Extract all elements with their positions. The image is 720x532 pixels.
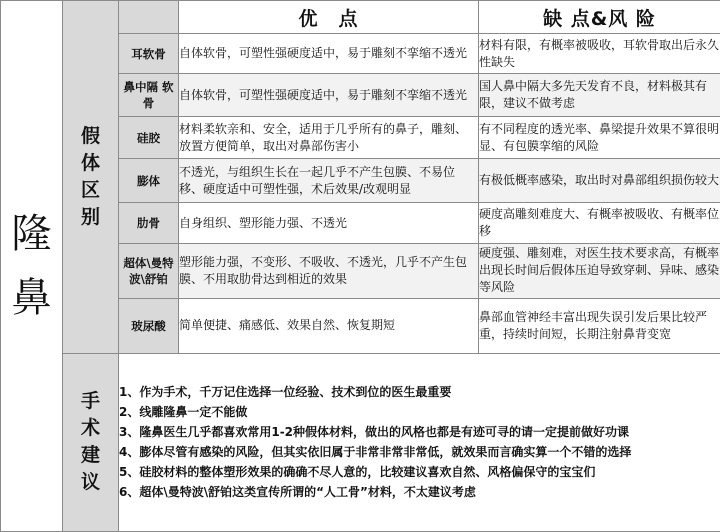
- category-label-cell: [63, 1, 119, 354]
- material-pros: 材料柔软亲和、安全，适用于几乎所有的鼻子，雕刻、放置方便简单，取出对鼻部伤害小: [179, 117, 479, 159]
- material-cons: 硬度强、雕刻难，对医生技术要求高，有概率出现长时间后假体压迫导致穿刺、异味、感染等风险: [479, 244, 720, 298]
- material-pros: 塑形能力强，不变形、不吸收、不透光，几乎不产生包膜、不用取肋骨达到相近的效果: [179, 244, 479, 298]
- main-title-char: 鼻: [11, 275, 52, 321]
- material-pros: 不透光，与组织生长在一起几乎不产生包膜、不易位移、硬度适中可塑性强，术后效果/改观明显: [179, 159, 479, 203]
- material-name: 耳软骨: [119, 34, 179, 74]
- material-name: 超体\曼特波\舒铂: [119, 244, 179, 298]
- advice-item: 5、硅胶材料的整体塑形效果的确确不尽人意的，比较建议喜欢自然、风格偏保守的宝宝们: [119, 465, 596, 480]
- main-title-cell: [1, 1, 63, 532]
- material-cons: 硬度高雕刻难度大、有概率被吸收、有概率位移: [479, 203, 720, 244]
- material-pros: 自体软骨，可塑性强硬度适中，易于雕刻不挛缩不透光: [179, 34, 479, 74]
- advice-item: 6、超体\曼特波\舒铂这类宣传所谓的“人工骨”材料，不太建议考虑: [119, 485, 476, 500]
- category-char: 假: [80, 124, 100, 147]
- material-cons: 国人鼻中隔大多先天发育不良，材料极其有限，建议不做考虑: [479, 74, 720, 117]
- category-char: 区: [80, 178, 100, 201]
- cons-header: 缺 点&风 险: [479, 1, 720, 34]
- advice-label-char: 术: [80, 417, 100, 440]
- material-cons: 鼻部血管神经丰富出现失误引发后果比较严重，持续时间短，长期注射鼻背变宽: [479, 298, 720, 353]
- material-name: 硅胶: [119, 117, 179, 159]
- main-title-char: 隆: [11, 211, 52, 257]
- material-name: 鼻中隔 软骨: [119, 74, 179, 117]
- advice-item: 2、线雕隆鼻一定不能做: [119, 405, 248, 420]
- advice-list: [119, 353, 720, 531]
- advice-item: 4、膨体尽管有感染的风险，但其实依旧属于非常非常非常低，就效果而言确实算一个不错的选择: [119, 445, 632, 460]
- material-name: 膨体: [119, 159, 179, 203]
- advice-label-char: 议: [80, 471, 100, 494]
- material-name: 肋骨: [119, 203, 179, 244]
- pros-header: 优 点: [179, 1, 479, 34]
- material-pros: 自身组织、塑形能力强、不透光: [179, 203, 479, 244]
- advice-label-char: 手: [80, 390, 100, 413]
- advice-item: 1、作为手术，千万记住选择一位经验、技术到位的医生最重要: [119, 385, 452, 400]
- material-cons: 有极低概率感染，取出时对鼻部组织损伤较大: [479, 159, 720, 203]
- advice-item: 3、隆鼻医生几乎都喜欢常用1-2种假体材料，做出的风格也都是有迹可寻的请一定提前做好功课: [119, 425, 630, 440]
- material-name: 玻尿酸: [119, 298, 179, 353]
- advice-label-char: 建: [80, 444, 100, 467]
- material-pros: 自体软骨，可塑性强硬度适中，易于雕刻不挛缩不透光: [179, 74, 479, 117]
- category-char: 体: [80, 151, 100, 174]
- material-cons: 材料有限，有概率被吸收，耳软骨取出后永久性缺失: [479, 34, 720, 74]
- advice-label-cell: [63, 353, 119, 531]
- material-cons: 有不同程度的透光率、鼻梁提升效果不算很明显、有包膜挛缩的风险: [479, 117, 720, 159]
- header-blank-cell: [119, 1, 179, 34]
- material-pros: 简单便捷、痛感低、效果自然、恢复期短: [179, 298, 479, 353]
- category-char: 别: [80, 205, 100, 228]
- advice-row: [1, 353, 720, 531]
